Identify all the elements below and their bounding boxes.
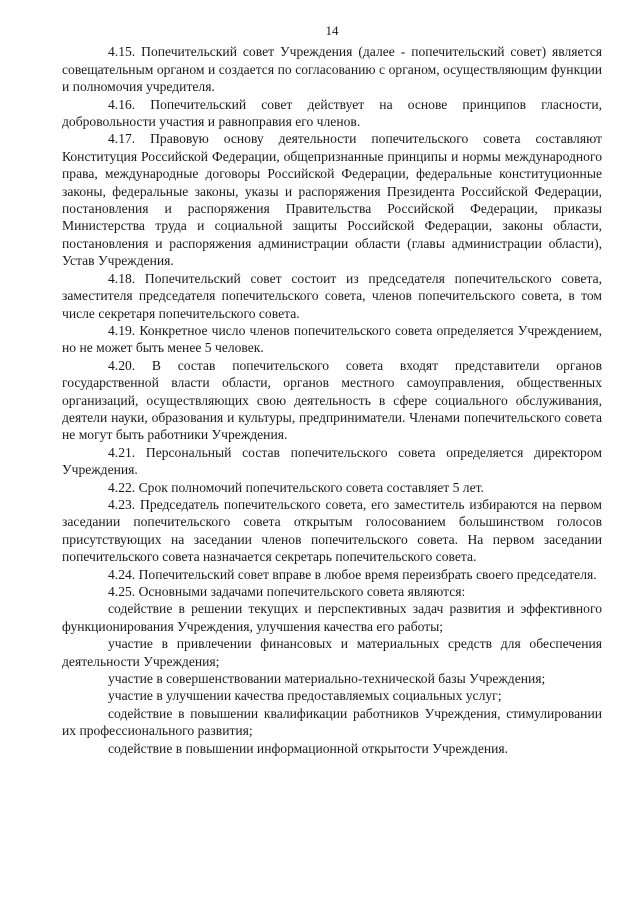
paragraph-4-24: 4.24. Попечительский совет вправе в любое время переизбрать своего председателя. <box>108 566 597 582</box>
task-item: содействие в повышении информационной открытости Учреждения. <box>108 740 509 756</box>
paragraph-4-22: 4.22. Срок полномочий попечительского совета составляет 5 лет. <box>108 479 484 495</box>
task-item: участие в совершенствовании материально-технической базы Учреждения; <box>108 671 546 687</box>
paragraph-4-23: 4.23. Председатель попечительского совета, его заместитель избираются на первом заседании попечительского совета открытым голосованием большинством голосов присутствующих на заседании членов попечительского совета. На первом заседании попечительского совета назначается секретарь попечительского совета. <box>62 496 602 565</box>
task-item: участие в привлечении финансовых и материальных средств для обеспечения деятельности Учреждения; <box>62 636 602 669</box>
paragraph-4-15: 4.15. Попечительский совет Учреждения (далее - попечительский совет) является совещательным органом и создается по согласованию с органом, осуществляющим функции и полномочия учредителя. <box>62 44 602 95</box>
paragraph-4-19: 4.19. Конкретное число членов попечительского совета определяется Учреждением, но не может быть менее 5 человек. <box>62 322 602 356</box>
paragraph-4-16: 4.16. Попечительский совет действует на основе принципов гласности, добровольности участия и равноправия его членов. <box>62 96 602 130</box>
page-number: 14 <box>325 23 339 38</box>
paragraph-4-17: 4.17. Правовую основу деятельности попечительского совета составляют Конституция Российской Федерации, общепризнанные принципы и нормы международного права, международные договоры Российской Федерации, федеральные конституционные законы, федеральные законы, указы и распоряжения Президента Российской Федерации, постановления и распоряжения Правительства Российской Федерации, приказы Министерства труда и социальной защиты Российской Федерации, законы области, постановления и распоряжения администрации области (главы администрации области), Устав Учреждения. <box>62 131 602 269</box>
paragraph-4-20: 4.20. В состав попечительского совета входят представители органов государственной власти области, органов местного самоуправления, общественных организаций, осуществляющих свою деятельность в сфере социального обслуживания, деятели науки, образования и культуры, предприниматели. Членами попечительского совета не могут быть работники Учреждения. <box>62 357 602 443</box>
task-item: содействие в повышении квалификации работников Учреждения, стимулировании их профессионального развития; <box>62 705 602 739</box>
paragraph-4-25: 4.25. Основными задачами попечительского совета являются: <box>108 584 466 599</box>
paragraph-4-18: 4.18. Попечительский совет состоит из председателя попечительского совета, заместителя председателя попечительского совета, членов попечительского совета, в том числе секретаря попечительского совета. <box>62 270 602 321</box>
task-item: содействие в решении текущих и перспективных задач развития и эффективного функционирования Учреждения, улучшения качества его работы; <box>62 601 602 634</box>
task-item: участие в улучшении качества предоставляемых социальных услуг; <box>108 688 502 704</box>
paragraph-4-21: 4.21. Персональный состав попечительского совета определяется директором Учреждения. <box>62 444 602 478</box>
